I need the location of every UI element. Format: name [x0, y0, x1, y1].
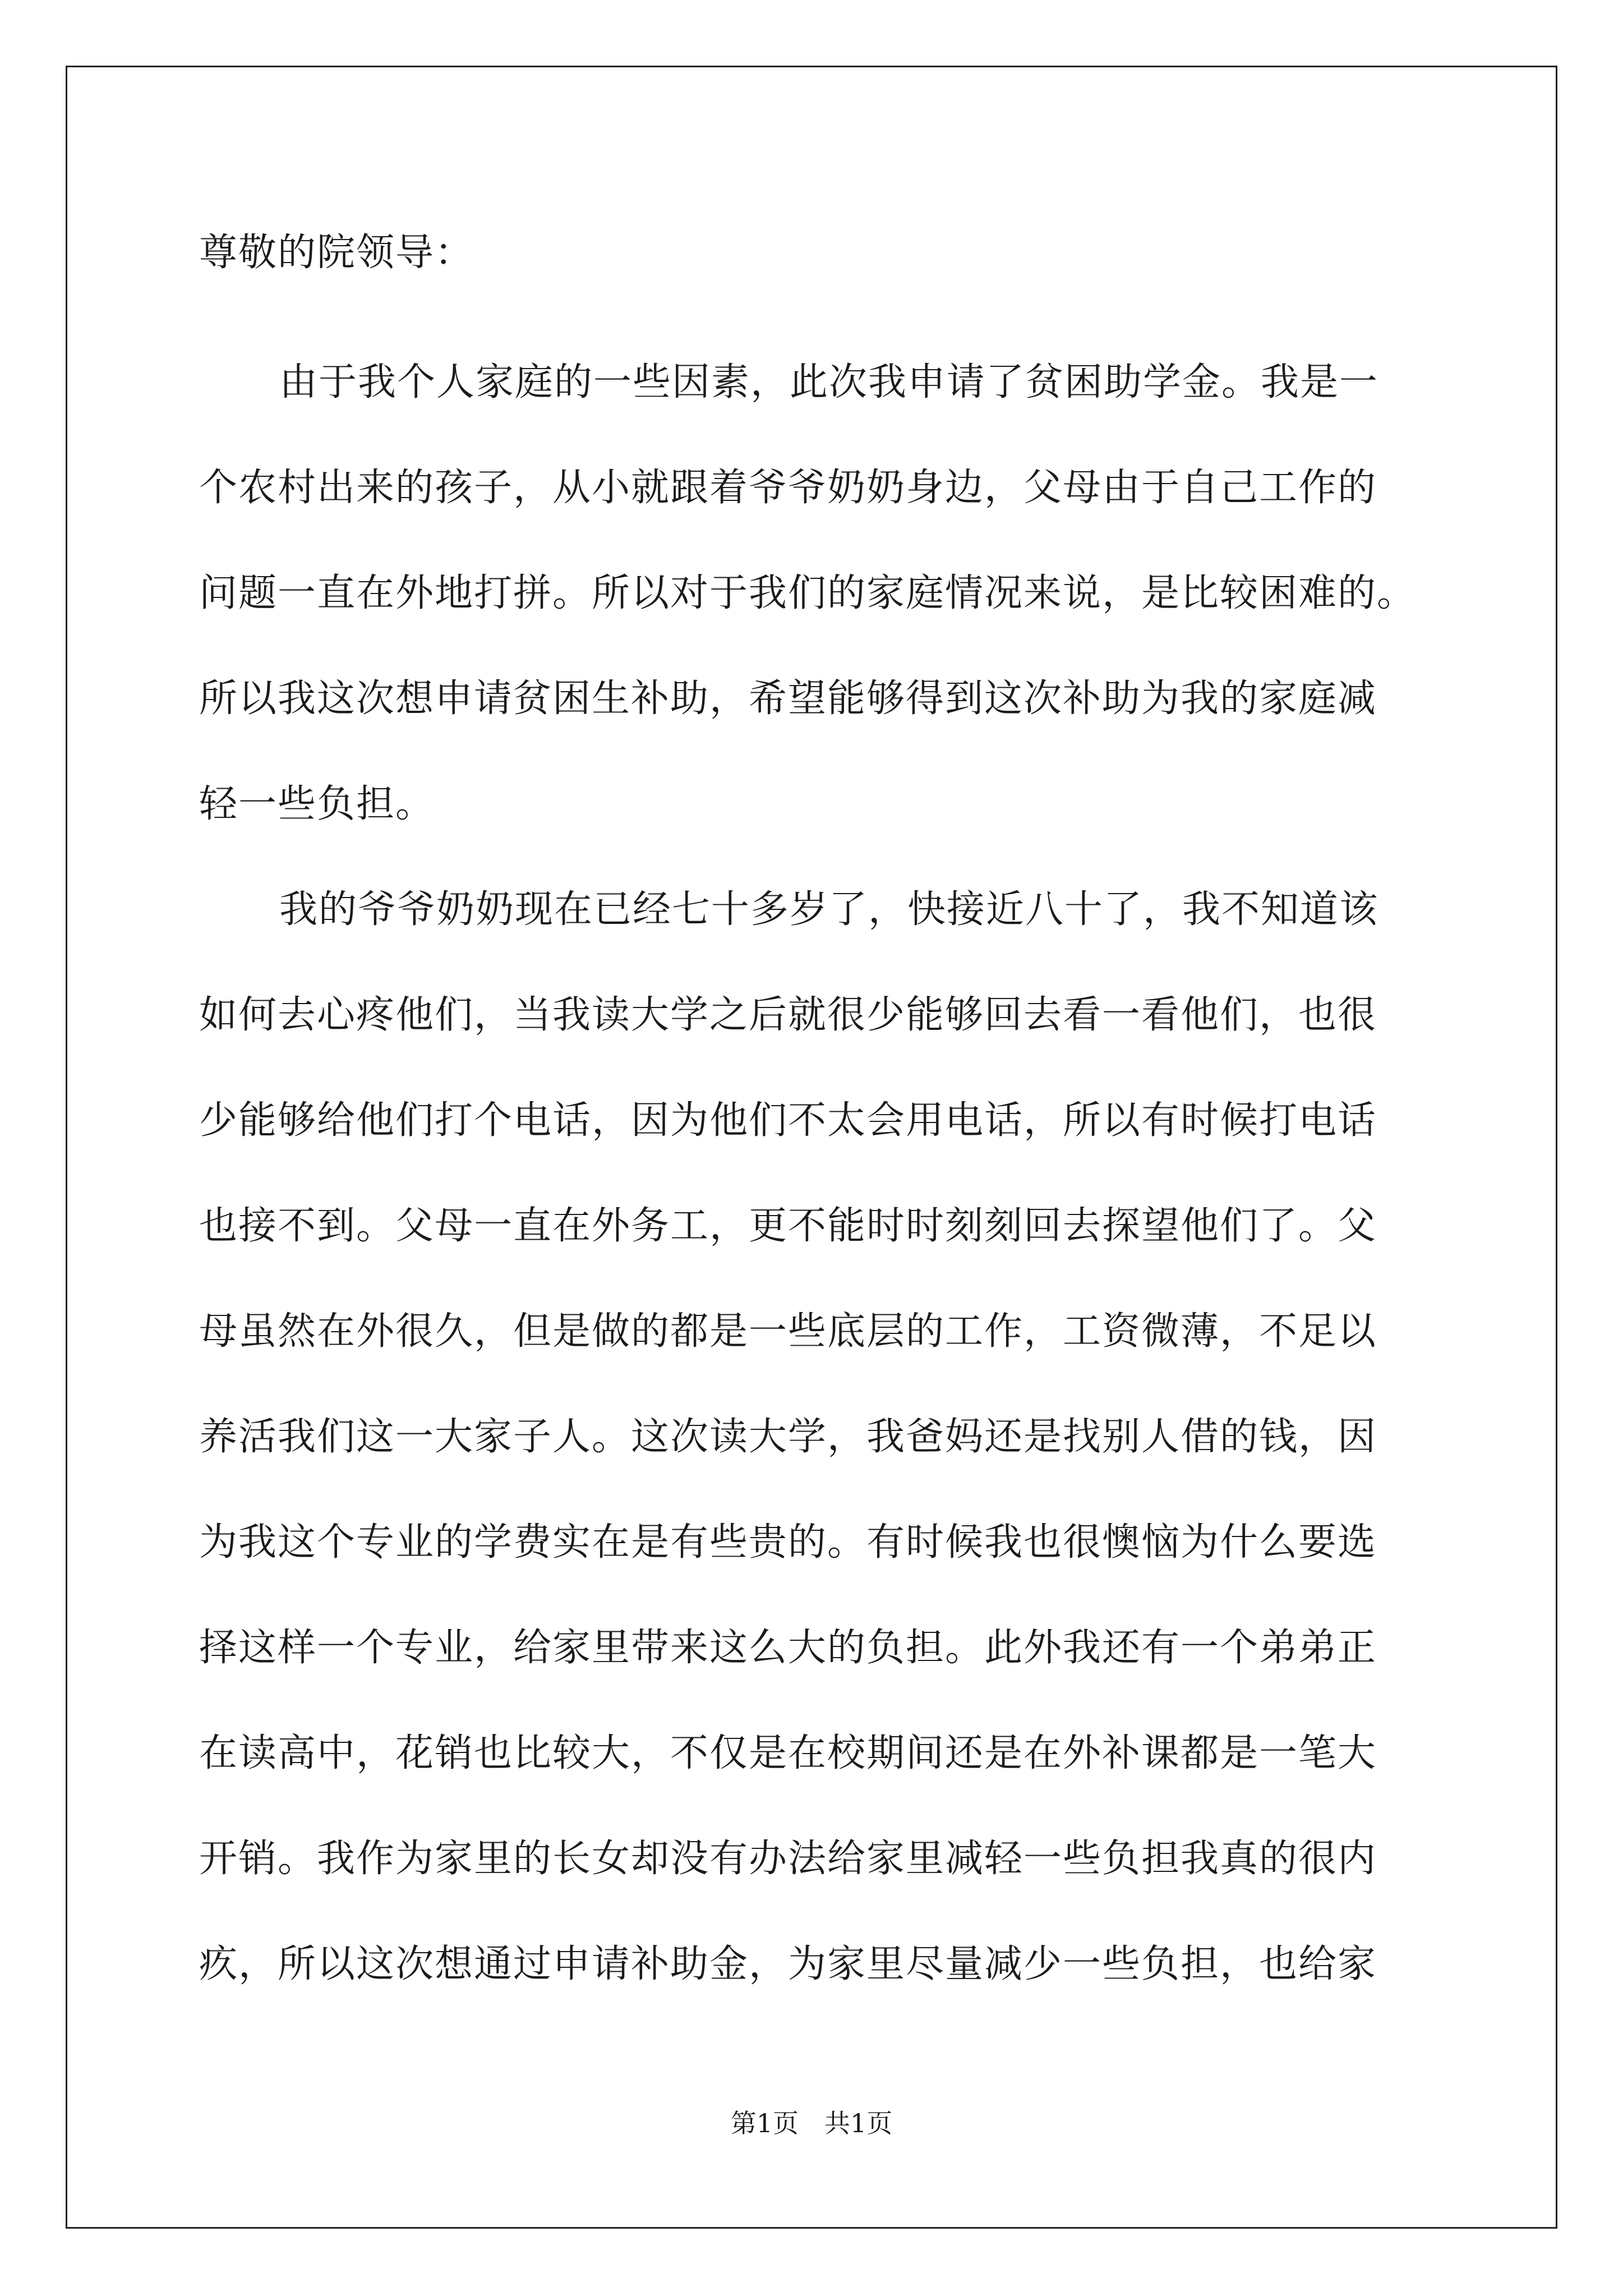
paragraph-line: 所以我这次想申请贫困生补助，希望能够得到这次补助为我的家庭减: [199, 677, 1377, 721]
paragraph-line: 个农村出来的孩子，从小就跟着爷爷奶奶身边，父母由于自己工作的: [199, 466, 1377, 510]
paragraph-line: 养活我们这一大家子人。这次读大学，我爸妈还是找别人借的钱，因: [199, 1415, 1377, 1459]
paragraph-1: [199, 330, 1430, 857]
paragraph-line: 问题一直在外地打拼。所以对于我们的家庭情况来说，是比较困难的。: [199, 571, 1417, 615]
paragraph-line: 少能够给他们打个电话，因为他们不太会用电话，所以有时候打电话: [199, 1098, 1377, 1143]
paragraph-line: 在读高中，花销也比较大，不仅是在校期间还是在外补课都是一笔大: [199, 1731, 1377, 1775]
paragraph-line: 母虽然在外很久，但是做的都是一些底层的工作，工资微薄，不足以: [199, 1309, 1377, 1354]
paragraph-line: 也接不到。父母一直在外务工，更不能时时刻刻回去探望他们了。父: [199, 1204, 1377, 1248]
paragraph-line: 开销。我作为家里的长女却没有办法给家里减轻一些负担我真的很内: [199, 1837, 1377, 1881]
paragraph-line: 为我这个专业的学费实在是有些贵的。有时候我也很懊恼为什么要选: [199, 1520, 1377, 1565]
paragraph-line: 轻一些负担。: [199, 782, 435, 826]
paragraph-line: 如何去心疼他们，当我读大学之后就很少能够回去看一看他们，也很: [199, 993, 1377, 1037]
page-number-footer: 第1页 共1页: [730, 2108, 893, 2138]
paragraph-line: 由于我个人家庭的一些因素，此次我申请了贫困助学金。我是一: [279, 360, 1379, 404]
paragraph-2: [199, 857, 1430, 2017]
paragraph-line: 疚，所以这次想通过申请补助金，为家里尽量减少一些负担，也给家: [199, 1942, 1377, 1986]
salutation: 尊敬的院领导：: [199, 231, 474, 275]
paragraph-line: 我的爷爷奶奶现在已经七十多岁了，快接近八十了，我不知道该: [279, 887, 1379, 932]
paragraph-line: 择这样一个专业，给家里带来这么大的负担。此外我还有一个弟弟正: [199, 1626, 1377, 1670]
document-body: [199, 224, 1430, 2017]
